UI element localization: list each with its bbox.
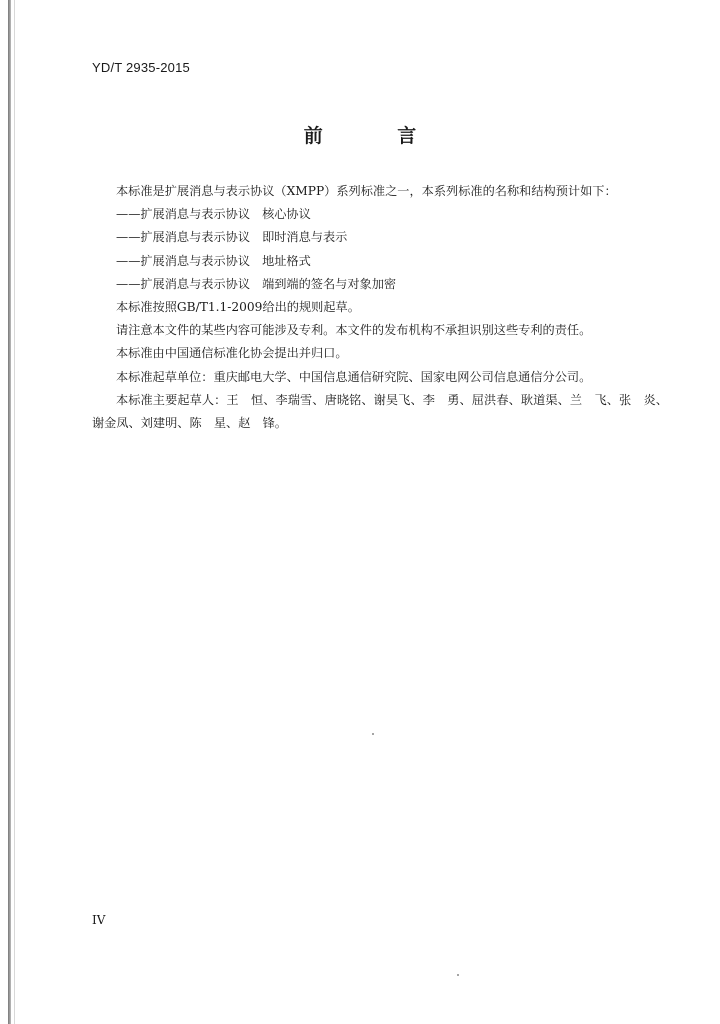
foreword-body: [92, 180, 668, 435]
drafting-units-paragraph: 本标准起草单位：重庆邮电大学、中国信息通信研究院、国家电网公司信息通信分公司。: [116, 369, 592, 384]
series-item: ——扩展消息与表示协议 地址格式: [116, 253, 311, 268]
scan-edge: [8, 0, 11, 1024]
scan-speck: [457, 974, 459, 976]
page-title: 前 言: [303, 125, 451, 147]
document-id: YD/T 2935-2015: [92, 60, 190, 75]
patent-paragraph: 请注意本文件的某些内容可能涉及专利。本文件的发布机构不承担识别这些专利的责任。: [116, 323, 592, 338]
scan-speck: [372, 733, 374, 735]
intro-paragraph: 本标准是扩展消息与表示协议（XMPP）系列标准之一，本系列标准的名称和结构预计如下：: [116, 184, 617, 198]
series-item: ——扩展消息与表示协议 核心协议: [116, 207, 311, 222]
page-number: IV: [92, 913, 106, 927]
drafters-paragraph: 本标准主要起草人：王 恒、李瑞雪、唐晓铭、谢昊飞、李 勇、屈洪春、耿道渠、兰 飞、张 炎、谢金凤、刘建明、陈 星、赵 锋。: [92, 392, 668, 431]
proposed-paragraph: 本标准由中国通信标准化协会提出并归口。: [116, 346, 348, 361]
series-item: ——扩展消息与表示协议 端到端的签名与对象加密: [116, 276, 397, 291]
scan-edge-line: [14, 0, 15, 1024]
rules-paragraph: 本标准按照GB/T1.1-2009给出的规则起草。: [116, 300, 360, 315]
series-item: ——扩展消息与表示协议 即时消息与表示: [116, 230, 348, 245]
